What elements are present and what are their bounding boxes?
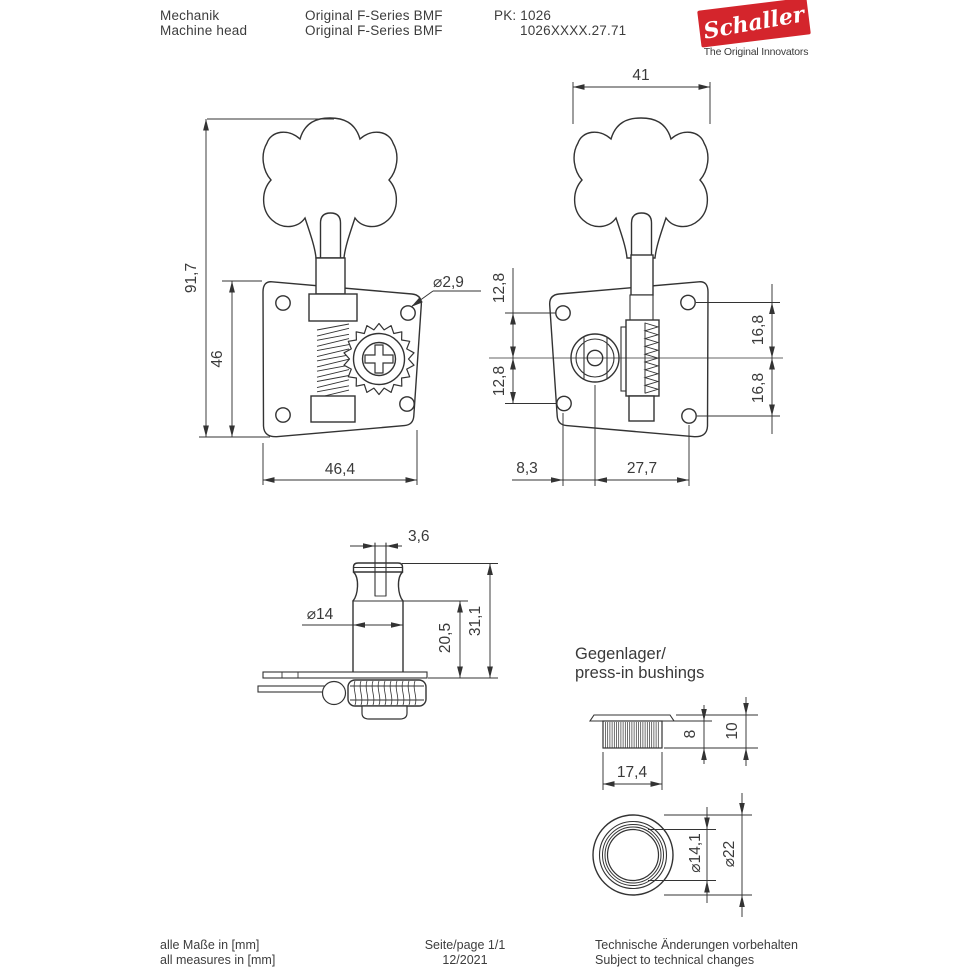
dim-rear-hole-bottom: 12,8 — [491, 365, 508, 397]
header-pk-number: PK: 1026 — [494, 8, 552, 23]
screw-hole — [556, 306, 570, 320]
dim-bushing-total-height: 10 — [724, 722, 741, 740]
footer-page-block — [380, 938, 550, 967]
bearing-block-bottom — [311, 396, 355, 422]
screw-hole — [276, 296, 290, 310]
shaft-sleeve — [316, 258, 345, 294]
bearing-block-top — [309, 294, 357, 321]
dim-front-plate-width: 46,4 — [324, 461, 356, 478]
rear-view-drawing — [489, 67, 783, 486]
header-label-en: Machine head — [160, 23, 248, 38]
footer-disclaimer-en: Subject to technical changes — [595, 952, 755, 967]
dim-bushing-inner-diameter: ⌀14,1 — [687, 833, 704, 873]
bushing-title-en: press-in bushings — [575, 664, 705, 682]
dim-rear-key-width: 41 — [632, 67, 650, 84]
bushing-section — [575, 645, 758, 917]
key-shaft-dome — [321, 213, 341, 258]
shaft-sleeve-rear — [631, 255, 653, 295]
screw-hole — [682, 409, 696, 423]
dim-bushing-width: 17,4 — [616, 764, 648, 781]
screw-hole — [400, 397, 414, 411]
dim-side-total-height: 31,1 — [467, 605, 484, 637]
dim-rear-right-bottom: 16,8 — [750, 372, 767, 404]
dim-side-post-height: 20,5 — [437, 622, 454, 654]
dim-side-slot: 3,6 — [408, 528, 430, 545]
dim-bushing-outer-diameter: ⌀22 — [721, 840, 738, 868]
footer-units-note — [160, 938, 275, 967]
screw-hole — [557, 396, 571, 410]
plate-side-upper-bar — [263, 672, 427, 678]
footer-units-de: alle Maße in [mm] — [160, 938, 260, 952]
header-order-number: 1026XXXX.27.71 — [520, 23, 627, 38]
dim-side-post-diameter: ⌀14 — [306, 606, 334, 623]
plate-side-lower-bar — [258, 686, 332, 692]
footer-disclaimer — [595, 938, 798, 967]
dim-rear-hole-top: 12,8 — [491, 272, 508, 304]
dim-rear-right-top: 16,8 — [750, 314, 767, 346]
header-label-de: Mechanik — [160, 8, 220, 23]
dim-rear-span: 27,7 — [626, 460, 658, 477]
footer-date: 12/2021 — [442, 952, 488, 967]
screw-hole — [401, 306, 415, 320]
front-view-drawing — [183, 118, 481, 485]
bushing-title-de: Gegenlager/ — [575, 645, 666, 663]
worm-shaft-end — [323, 682, 346, 705]
screw-hole — [276, 408, 290, 422]
footer-page-number: Seite/page 1/1 — [424, 938, 506, 952]
logo-tagline: The Original Innovators — [703, 46, 809, 58]
key-shaft-dome-rear — [632, 213, 652, 258]
header-product-en: Original F-Series BMF — [305, 23, 443, 38]
dim-front-plate-height: 46 — [209, 350, 226, 368]
schaller-logo-text: Schaller — [701, 0, 807, 45]
dim-front-total-height: 91,7 — [183, 262, 200, 294]
housing-foot — [629, 396, 654, 421]
footer-disclaimer-de: Technische Änderungen vorbehalten — [595, 938, 798, 952]
footer-units-en: all measures in [mm] — [160, 952, 276, 967]
dim-rear-offset: 8,3 — [516, 460, 538, 477]
side-view-drawing — [258, 528, 498, 719]
dim-front-hole-diameter: ⌀2,9 — [433, 274, 464, 291]
header-product-de: Original F-Series BMF — [305, 8, 443, 23]
bushing-flange-side — [590, 715, 674, 721]
gear-side-cap — [362, 706, 407, 719]
dim-bushing-body-height: 8 — [682, 729, 699, 739]
screw-hole — [681, 295, 695, 309]
